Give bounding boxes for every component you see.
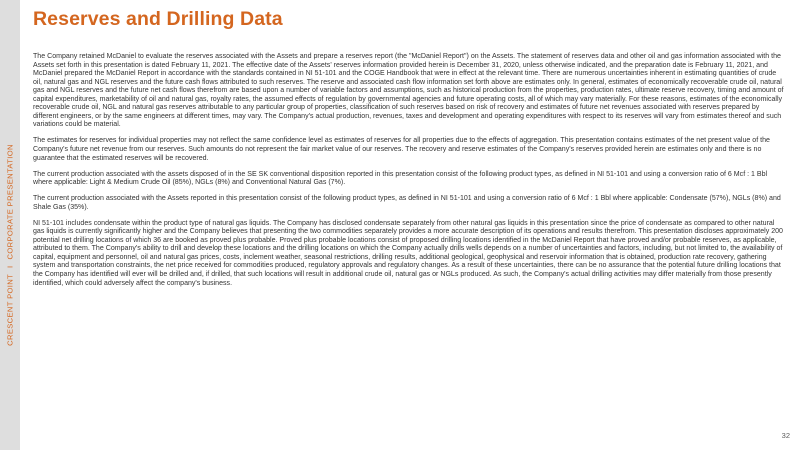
paragraph-drilling-locations: NI 51-101 includes condensate within the product type of natural gas liquids. The Company has disclosed condensate separately from other natural gas liquids in this presentation since the price of condensate as compared to other natural gas liquids is currently significantly higher and the Company believes that presenting the two commodities separately provides a more accurate description of its operations and results therefrom. This presentation discloses approximately 200 potential net drilling locations of which 36 are booked as proved plus probable. Proved plus probable locations consist of proposed drilling locations identified in the McDaniel Report that have proved and/or probable reserves, as applicable, attributed to them. The Company's ability to drill and develop these locations and the drilling locations on which the Company actually drills wells depends on a number of uncertainties and factors, including, but not limited to, the availability of capital, equipment and personnel, oil and natural gas prices, costs, inclement weather, seasonal restrictions, drilling results, additional geological, geophysical and reservoir information that is obtained, production rate recovery, gathering system and transportation constraints, the net price received for commodities produced, regulatory approvals and regulatory changes. As a result of these uncertainties, there can be no assurance that the potential future drilling locations that the Company has identified will ever will be drilled and, if drilled, that such locations will result in additional crude oil, natural gas or NGLs produced. As such, the Company's actual drilling activities may differ materially from those presently identified, which could adversely affect the company's business. [33, 219, 783, 287]
sidebar-presentation-name: CORPORATE PRESENTATION [5, 144, 15, 260]
paragraph-assets-production: The current production associated with the Assets reported in this presentation consist of the following product types, as defined in NI 51-101 and using a conversion ratio of 6 Mcf : 1 Bbl where applicable: Condensate (57%), NGLs (8%) and Shale Gas (35%). [33, 195, 781, 211]
page-title: Reserves and Drilling Data [33, 8, 283, 30]
sidebar [0, 0, 20, 450]
paragraph-mcdaniel-report: The Company retained McDaniel to evaluate the reserves associated with the Assets and prepare a reserves report (the "McDaniel Report") on the Assets. The statement of reserves data and other oil and gas information associated with the Assets set forth in this presentation is dated February 11, 2021. The effective date of the Assets' reserves information provided herein is December 31, 2020, unless otherwise indicated, and the preparation date is February 11, 2021, and McDaniel prepared the McDaniel Report in accordance with the standards contained in NI 51-101 and the COGE Handbook that were in effect at the relevant time. There are numerous uncertainties inherent in estimating quantities of crude oil, natural gas and NGL reserves and the future cash flows attributed to such reserves. The reserve and associated cash flow information set forth above are estimates only. In general, estimates of economically recoverable crude oil, natural gas and NGL reserves and the future net cash flows therefrom are based upon a number of variable factors and assumptions, such as historical production from the properties, production rates, ultimate reserve recovery, timing and amount of capital expenditures, marketability of oil and natural gas, royalty rates, the assumed effects of regulation by governmental agencies and future operating costs, all of which may vary materially. For these reasons, estimates of the economically recoverable crude oil, NGL and natural gas reserves attributable to any particular group of properties, classification of such reserves based on risk of recovery and estimates of future net revenues associated with reserves prepared by different engineers, or by the same engineers at different times, may vary. The Company's actual production, revenues, taxes and development and operating expenditures with respect to its reserves will vary from estimates thereof and such variations could be material. [33, 53, 784, 129]
sidebar-label [6, 144, 15, 346]
page-number: 32 [781, 431, 790, 440]
sidebar-separator: I [5, 265, 15, 268]
paragraph-se-sk-production: The current production associated with the assets disposed of in the SE SK conventional disposition reported in this presentation consist of the following product types, as defined in NI 51-101 and using a conversion ratio of 6 Mcf : 1 Bbl where applicable: Light & Medium Crude Oil (85%), NGLs (8%) and Conventional Natural Gas (7%). [33, 170, 768, 187]
body-text [33, 53, 784, 296]
sidebar-company-name: CRESCENT POINT [5, 273, 15, 346]
paragraph-estimates-individual-properties: The estimates for reserves for individual properties may not reflect the same confidence level as estimates of reserves for all properties due to the effects of aggregation. This presentation contains estimates of the net present value of the Company's future net revenue from our reserves. Such amounts do not represent the fair market value of our reserves. The recovery and reserve estimates of the Company's reserves provided herein are estimates only and there is no guarantee that the estimated reserves will be recovered. [33, 137, 770, 162]
